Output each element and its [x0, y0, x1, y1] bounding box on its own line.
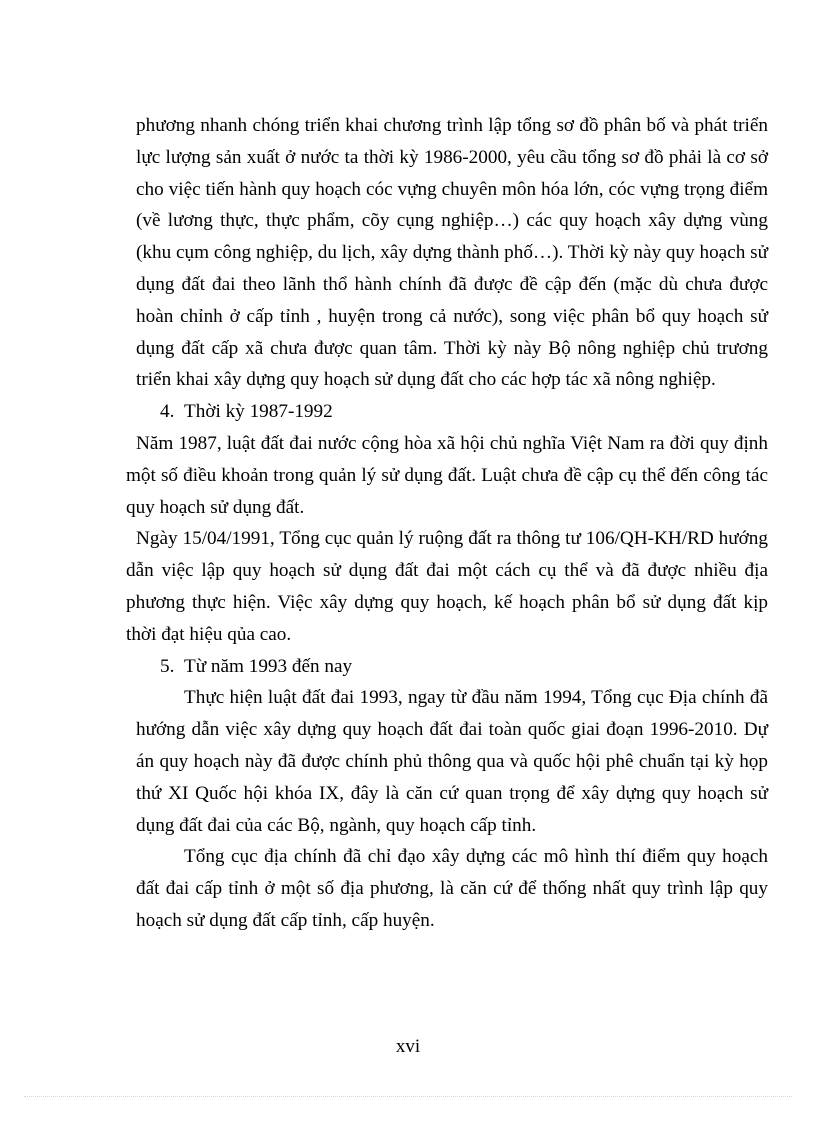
paragraph-circular-1991: Ngày 15/04/1991, Tổng cục quản lý ruộng đất ra thông tư 106/QH-KH/RD hướng dẫn việc lập quy hoạch sử dụng đất đai một cách cụ thể và đã được nhiều địa phương thực hiện. Việc xây dựng quy hoạch, kế hoạch phân bổ sử dụng đất kịp thời đạt hiệu qủa cao.: [126, 528, 768, 645]
page-bottom-divider: [24, 1096, 792, 1097]
paragraph-law-1993: Thực hiện luật đất đai 1993, ngay từ đầu năm 1994, Tổng cục Địa chính đã hướng dẫn việc xây dựng quy hoạch đất đai toàn quốc giai đoạn 1996-2010. Dự án quy hoạch này đã được chính phủ thông qua và quốc hội phê chuẩn tại kỳ họp thứ XI Quốc hội khóa IX, đây là căn cứ quan trọng để xây dựng quy hoạch sử dụng đất đai của các Bộ, ngành, quy hoạch cấp tỉnh.: [136, 687, 768, 836]
paragraph-continuation: phương nhanh chóng triển khai chương trình lập tổng sơ đồ phân bố và phát triển lực lượng sản xuất ở nước ta thời kỳ 1986-2000, yêu cầu tổng sơ đồ phải là cơ sở cho việc tiến hành quy hoạch cóc vựng chuyên môn hóa lớn, cóc vựng trọng điểm (về lương thực, thực phẩm, cõy cụng nghiệp…) các quy hoạch xây dựng vùng (khu cụm công nghiệp, du lịch, xây dựng thành phố…). Thời kỳ này quy hoạch sử dụng đất đai theo lãnh thổ hành chính đã được đề cập đến (mặc dù chưa được hoàn chỉnh ở cấp tỉnh , huyện trong cả nước), song việc phân bổ quy hoạch sử dụng đất cấp xã chưa được quan tâm. Thời kỳ này Bộ nông nghiệp chủ trương triển khai xây dựng quy hoạch sử dụng đất cho các hợp tác xã nông nghiệp.: [136, 115, 768, 391]
paragraph-pilot-models: Tổng cục địa chính đã chỉ đạo xây dựng các mô hình thí điểm quy hoạch đất đai cấp tỉnh ở một số địa phương, là căn cứ để thống nhất quy trình lập quy hoạch sử dụng đất cấp tỉnh, cấp huyện.: [136, 846, 768, 931]
section-heading-title: Thời kỳ 1987-1992: [184, 401, 333, 423]
section-heading-number: 4.: [160, 401, 175, 423]
section-heading-4: [136, 396, 768, 428]
section-heading-5: [136, 651, 768, 683]
page-number: xvi: [395, 1036, 421, 1057]
section-heading-number: 5.: [160, 655, 175, 677]
section-heading-title: Từ năm 1993 đến nay: [184, 655, 353, 677]
document-body: [126, 110, 768, 937]
paragraph-law-1987: Năm 1987, luật đất đai nước cộng hòa xã hội chủ nghĩa Việt Nam ra đời quy định một số điều khoản trong quản lý sử dụng đất. Luật chưa đề cập cụ thể đến công tác quy hoạch sử dụng đất.: [126, 432, 768, 518]
